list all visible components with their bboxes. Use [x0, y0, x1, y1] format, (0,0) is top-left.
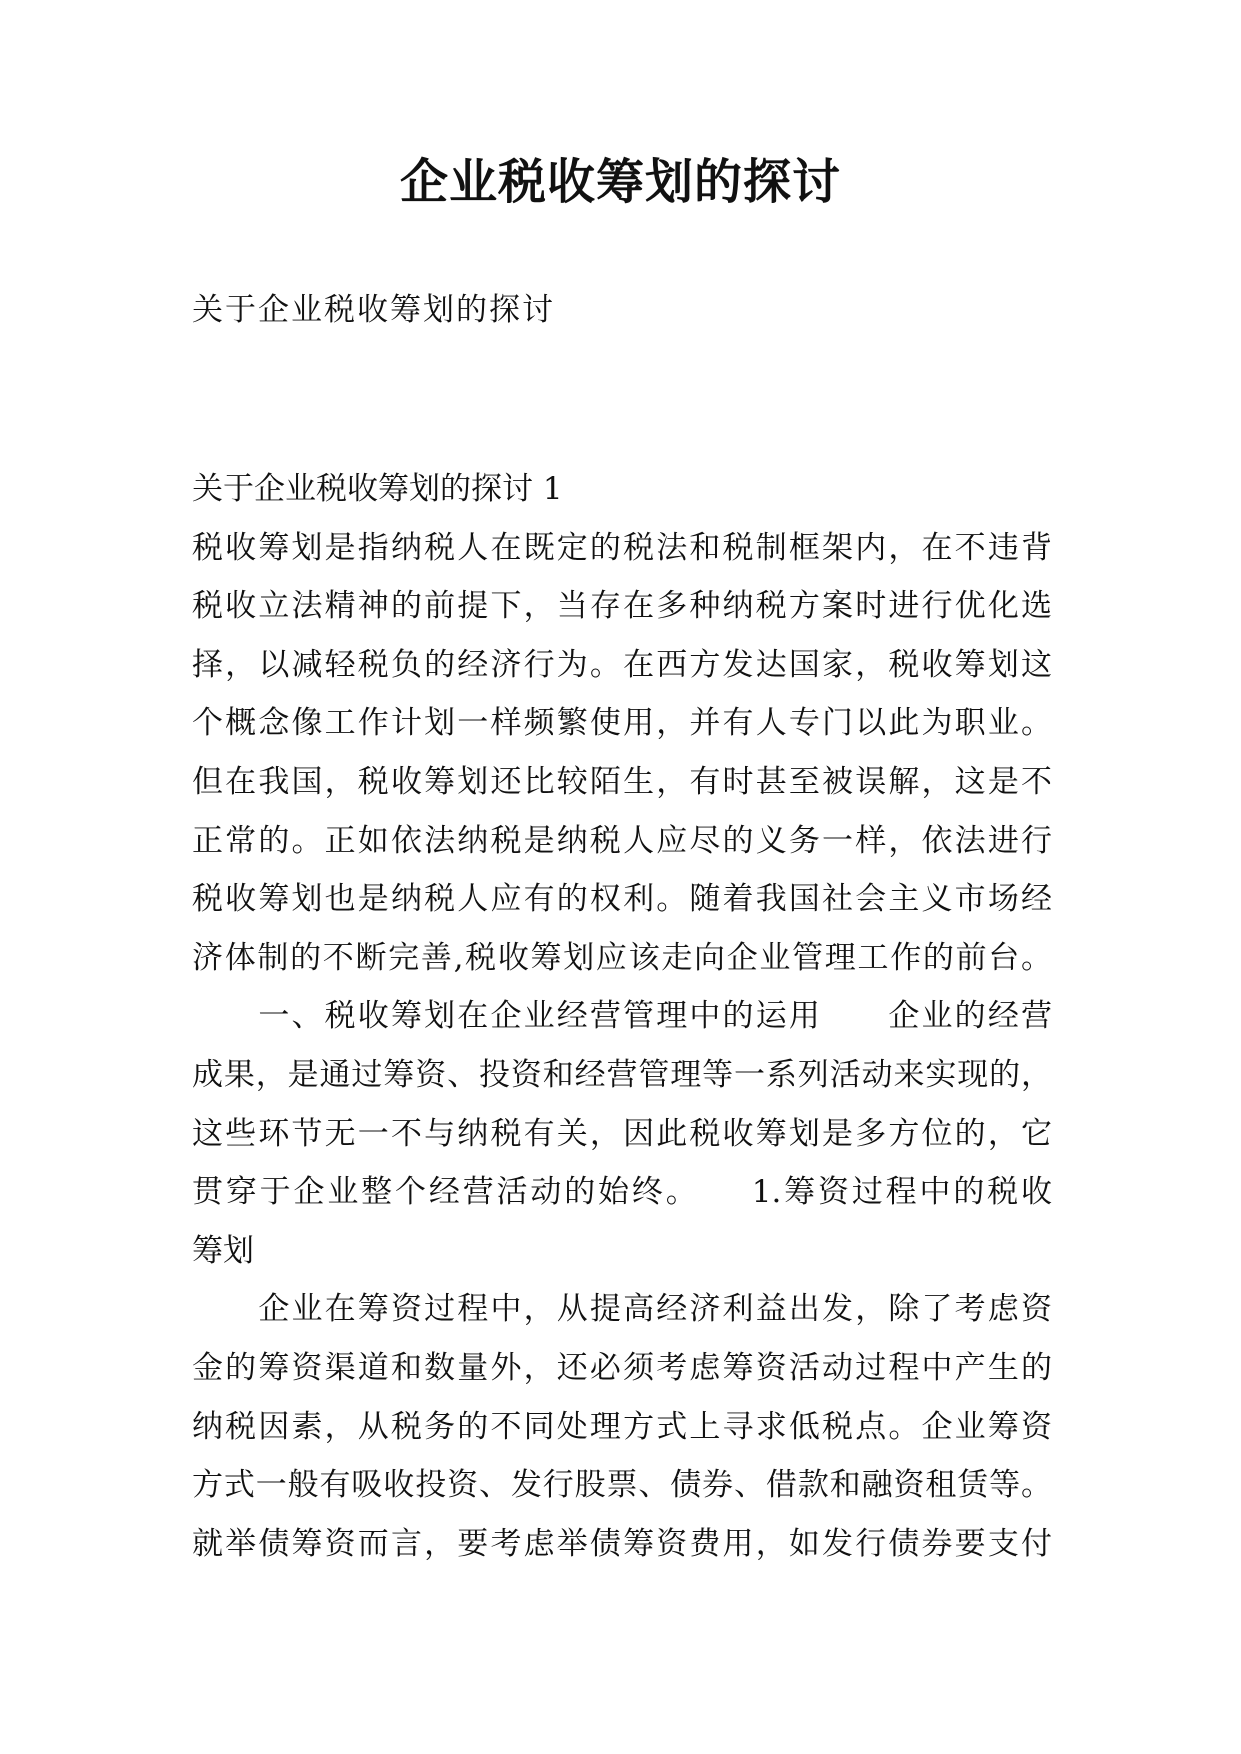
section-heading: 关于企业税收筹划的探讨 1	[192, 471, 563, 507]
document-subtitle: 关于企业税收筹划的探讨	[192, 292, 555, 328]
body-line: 筹划	[192, 1232, 254, 1269]
body-line: 税收立法精神的前提下，当存在多种纳税方案时进行优化选	[192, 588, 1052, 625]
body-line: 个概念像工作计划一样频繁使用，并有人专门以此为职业。	[192, 705, 1052, 742]
document-title: 企业税收筹划的探讨	[399, 154, 841, 210]
body-line: 这些环节无一不与纳税有关，因此税收筹划是多方位的，它	[192, 1115, 1052, 1152]
body-line: 成果，是通过筹资、投资和经营管理等一系列活动来实现的，	[192, 1056, 1052, 1093]
body-line: 一、税收筹划在企业经营管理中的运用 企业的经营	[192, 998, 1052, 1035]
body-line: 税收筹划是指纳税人在既定的税法和税制框架内，在不违背	[192, 529, 1052, 566]
body-line: 但在我国，税收筹划还比较陌生，有时甚至被误解，这是不	[192, 763, 1052, 800]
body-line: 企业在筹资过程中，从提高经济利益出发，除了考虑资	[192, 1291, 1052, 1328]
body-line: 金的筹资渠道和数量外，还必须考虑筹资活动过程中产生的	[192, 1349, 1052, 1386]
body-line: 方式一般有吸收投资、发行股票、债券、借款和融资租赁等。	[192, 1467, 1052, 1504]
body-line: 择，以减轻税负的经济行为。在西方发达国家，税收筹划这	[192, 646, 1052, 683]
body-line: 济体制的不断完善,税收筹划应该走向企业管理工作的前台。	[192, 939, 1052, 976]
body-line: 纳税因素，从税务的不同处理方式上寻求低税点。企业筹资	[192, 1408, 1052, 1445]
body-line: 税收筹划也是纳税人应有的权利。随着我国社会主义市场经	[192, 881, 1052, 918]
body-line: 正常的。正如依法纳税是纳税人应尽的义务一样，依法进行	[192, 822, 1052, 859]
body-line: 贯穿于企业整个经营活动的始终。 1.筹资过程中的税收	[192, 1174, 1052, 1211]
document-body	[192, 460, 1052, 1573]
body-line: 就举债筹资而言，要考虑举债筹资费用，如发行债券要支付	[192, 1525, 1052, 1562]
